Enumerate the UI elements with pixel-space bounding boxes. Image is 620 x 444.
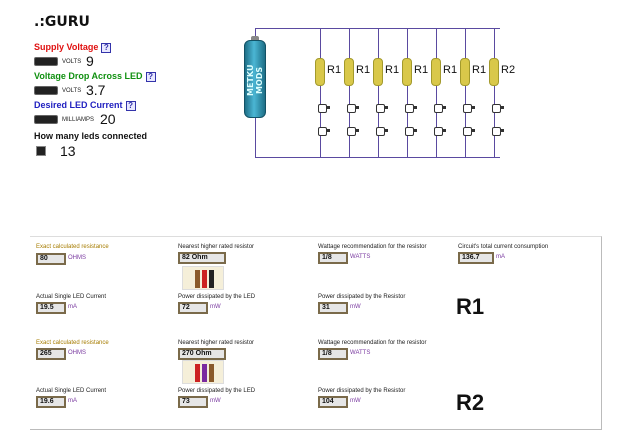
r1-resistor-power-unit: mW [350,304,361,310]
branch-wire [349,28,350,158]
branch-wire [436,28,437,158]
r1-led-current-field: 19.5 [36,302,66,314]
r1-led-power-field: 72 [178,302,208,314]
r2-nearest-field: 270 Ohm [178,348,226,360]
voltage-drop-title [34,71,156,82]
r1-nearest-field: 82 Ohm [178,252,226,264]
brand-title: .:GURU [34,14,90,30]
voltage-drop-slider[interactable] [34,86,58,95]
battery-wire-bottom [255,118,256,158]
voltage-drop-label: Voltage Drop Across LED [34,71,143,81]
r1-wattage-label: Wattage recommendation for the resistor [318,244,427,250]
r2-heading: R2 [456,390,485,415]
r2-exact-unit: OHMS [68,350,86,356]
led-icon [492,104,504,111]
led-current-unit: MILLIAMPS [62,117,95,123]
r1-led-power-label: Power dissipated by the LED [178,294,256,300]
resistor-label: R1 [443,64,458,76]
resistor-icon [489,58,499,86]
question-icon[interactable]: ? [101,43,111,53]
question-icon[interactable]: ? [146,72,156,82]
r2-led-current-label: Actual Single LED Current [36,388,107,394]
r1-heading: R1 [456,294,485,319]
r2-led-power-label: Power dissipated by the LED [178,388,256,394]
branch-wire [494,28,495,158]
supply-voltage-value: 9 [86,53,94,69]
resistor-label: R1 [385,64,400,76]
led-icon [405,127,417,134]
r2-led-power-field: 73 [178,396,208,408]
led-icon [434,127,446,134]
supply-voltage-unit: VOLTS [62,59,82,65]
r2-resistor-power-label: Power dissipated by the Resistor [318,388,406,394]
r2-resistor-power-unit: mW [350,398,361,404]
led-icon [492,127,504,134]
voltage-drop-value: 3.7 [86,82,106,98]
led-icon [376,104,388,111]
voltage-drop-unit: VOLTS [62,88,82,94]
resistor-label: R1 [356,64,371,76]
led-current-slider[interactable] [34,115,58,124]
r2-nearest-label: Nearest higher rated resistor [178,340,255,346]
r2-led-current-unit: mA [68,398,77,404]
r1-led-current-label: Actual Single LED Current [36,294,107,300]
led-count-value: 13 [60,143,76,159]
resistor-label: R1 [414,64,429,76]
resistor-label: R1 [472,64,487,76]
resistor-icon [344,58,354,86]
r1-exact-unit: OHMS [68,255,86,261]
r1-exact-field: 80 [36,253,66,265]
led-icon [463,127,475,134]
total-current-field: 136.7 [458,252,494,264]
led-icon [463,104,475,111]
supply-voltage-slider[interactable] [34,57,58,66]
r2-resistor-icon [182,360,224,384]
led-icon [376,127,388,134]
led-icon [318,104,330,111]
r1-wattage-field: 1/8 [318,252,348,264]
r1-led-current-unit: mA [68,304,77,310]
led-count-stepper[interactable] [36,146,46,156]
total-current-unit: mA [496,254,505,260]
r1-resistor-power-field: 31 [318,302,348,314]
resistor-label: R1 [327,64,342,76]
r1-led-power-unit: mW [210,304,221,310]
resistor-icon [315,58,325,86]
resistor-label: R2 [501,64,516,76]
r1-wattage-unit: WATTS [350,254,371,260]
led-icon [405,104,417,111]
r1-nearest-label: Nearest higher rated resistor [178,244,255,250]
led-icon [347,127,359,134]
results-panel [30,236,602,430]
branch-wire [378,28,379,158]
resistor-icon [431,58,441,86]
r2-wattage-unit: WATTS [350,350,371,356]
led-icon [347,104,359,111]
led-current-title [34,100,136,111]
r2-resistor-power-field: 104 [318,396,348,408]
r2-wattage-label: Wattage recommendation for the resistor [318,340,427,346]
led-current-value: 20 [100,111,116,127]
battery-label: METKU MODS [246,64,264,96]
r1-resistor-power-label: Power dissipated by the Resistor [318,294,406,300]
total-current-label: Circuit's total current consumption [458,244,549,250]
r1-exact-label: Exact calculated resistance [36,244,109,250]
question-icon[interactable]: ? [126,101,136,111]
resistor-icon [402,58,412,86]
branch-wire [465,28,466,158]
branch-wire [407,28,408,158]
supply-voltage-title [34,42,111,53]
led-current-label: Desired LED Current [34,100,123,110]
led-icon [434,104,446,111]
resistor-icon [373,58,383,86]
r1-resistor-icon [182,266,224,290]
r2-wattage-field: 1/8 [318,348,348,360]
led-icon [318,127,330,134]
led-count-title: How many leds connected [34,131,148,141]
r2-led-power-unit: mW [210,398,221,404]
supply-voltage-label: Supply Voltage [34,42,99,52]
r2-led-current-field: 19.6 [36,396,66,408]
resistor-icon [460,58,470,86]
r2-exact-field: 265 [36,348,66,360]
r2-exact-label: Exact calculated resistance [36,340,109,346]
branch-wire [320,28,321,158]
